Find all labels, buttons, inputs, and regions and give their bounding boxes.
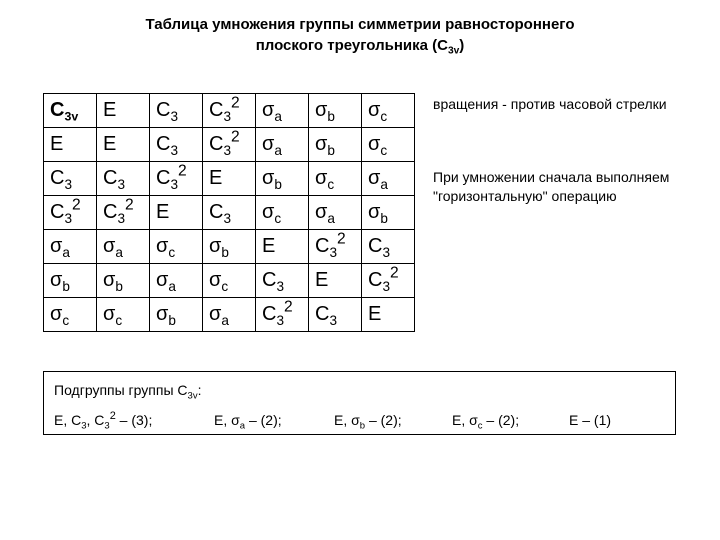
symbol-subscript: a — [62, 244, 70, 260]
subgroup-text: – (3); — [115, 412, 153, 428]
symbol-base: σ — [262, 201, 275, 223]
table-cell — [97, 128, 150, 162]
subgroup-text: E, σ — [334, 412, 360, 428]
subgroup-text: E, σ — [214, 412, 240, 428]
symbol-base: σ — [156, 303, 169, 325]
subgroups-title-suffix: : — [197, 382, 202, 398]
symbol-base: E — [103, 133, 117, 155]
table-cell — [256, 230, 309, 264]
symbol-base: σ — [262, 99, 275, 121]
subgroup-subscript: 3 — [81, 420, 87, 432]
subgroup-superscript: 2 — [109, 410, 116, 422]
subgroup-item — [334, 412, 402, 432]
symbol-base: E — [262, 235, 276, 257]
subgroup-item — [569, 412, 611, 428]
symbol-base: C — [50, 99, 65, 121]
table-cell — [362, 162, 415, 196]
symbol-subscript: 3 — [117, 210, 126, 226]
rotation-note: вращения - против часовой стрелки — [433, 96, 667, 112]
table-cell — [309, 298, 362, 332]
symbol-base: C — [156, 167, 171, 189]
multiplication-table-body — [44, 94, 415, 332]
symbol-base: C — [315, 235, 330, 257]
symbol-subscript: b — [327, 142, 335, 158]
table-cell — [362, 230, 415, 264]
symbol-subscript: b — [274, 176, 282, 192]
table-row — [44, 298, 415, 332]
table-cell — [203, 162, 256, 196]
column-header-cell — [256, 94, 309, 128]
symbol-subscript: 3 — [64, 210, 73, 226]
symbol-subscript: c — [327, 176, 335, 192]
symbol-base: σ — [368, 99, 381, 121]
symbol-base: C — [209, 99, 224, 121]
symbol-base: σ — [368, 167, 381, 189]
symbol-base: E — [103, 99, 117, 121]
symbol-superscript: 2 — [231, 128, 240, 146]
symbol-base: σ — [103, 235, 116, 257]
row-header-cell — [44, 162, 97, 196]
row-header-cell — [44, 264, 97, 298]
row-header-cell — [44, 128, 97, 162]
symbol-subscript: b — [221, 244, 229, 260]
symbol-superscript: 2 — [390, 264, 399, 282]
symbol-subscript: 3 — [64, 176, 73, 192]
subgroup-item — [452, 412, 520, 432]
symbol-subscript: a — [327, 210, 335, 226]
symbol-base: σ — [262, 133, 275, 155]
symbol-subscript: a — [115, 244, 123, 260]
symbol-subscript: 3v — [64, 109, 79, 124]
subgroup-item — [214, 412, 282, 432]
symbol-subscript: a — [274, 142, 282, 158]
subgroups-box — [43, 371, 676, 435]
table-cell — [309, 264, 362, 298]
symbol-subscript: b — [380, 210, 388, 226]
symbol-base: C — [368, 235, 383, 257]
symbol-subscript: 3 — [170, 142, 179, 158]
symbol-base: σ — [156, 235, 169, 257]
column-header-cell — [97, 94, 150, 128]
symbol-base: E — [50, 133, 64, 155]
symbol-subscript: 3 — [170, 108, 179, 124]
symbol-base: C — [50, 167, 65, 189]
symbol-subscript: 3 — [223, 142, 232, 158]
symbol-base: σ — [50, 269, 63, 291]
symbol-base: C — [209, 201, 224, 223]
symbol-subscript: 3 — [382, 278, 391, 294]
table-cell — [256, 298, 309, 332]
symbol-subscript: c — [380, 142, 388, 158]
table-row — [44, 162, 415, 196]
symbol-base: E — [315, 269, 329, 291]
symbol-base: σ — [50, 235, 63, 257]
multiplication-order-note: При умножении сначала выполняем "горизонтальную" операцию — [433, 169, 670, 204]
table-cell — [362, 196, 415, 230]
symbol-base: σ — [262, 167, 275, 189]
table-cell — [203, 128, 256, 162]
symbol-superscript: 2 — [72, 196, 81, 214]
title-line-1: Таблица умножения группы симметрии равностороннего — [145, 16, 575, 33]
symbol-base: σ — [315, 99, 328, 121]
symbol-base: E — [209, 167, 223, 189]
subgroup-subscript: c — [477, 420, 483, 432]
table-cell — [256, 264, 309, 298]
symbol-base: σ — [315, 167, 328, 189]
symbol-base: C — [103, 201, 118, 223]
table-cell — [150, 298, 203, 332]
symbol-base: σ — [368, 201, 381, 223]
symbol-subscript: a — [274, 108, 282, 124]
subgroup-text: E, σ — [452, 412, 478, 428]
row-header-cell — [44, 196, 97, 230]
symbol-base: C — [156, 133, 171, 155]
symbol-base: C — [368, 269, 383, 291]
symbol-base: σ — [156, 269, 169, 291]
table-cell — [97, 298, 150, 332]
table-cell — [309, 196, 362, 230]
symbol-subscript: c — [274, 210, 282, 226]
table-cell — [97, 162, 150, 196]
symbol-superscript: 2 — [337, 230, 346, 248]
symbol-subscript: 3 — [382, 244, 391, 260]
symbol-base: C — [50, 201, 65, 223]
table-cell — [150, 230, 203, 264]
table-cell — [362, 264, 415, 298]
table-cell — [362, 128, 415, 162]
table-cell — [150, 162, 203, 196]
title-line-2 — [60, 35, 660, 56]
symbol-subscript: c — [221, 278, 229, 294]
symbol-base: σ — [103, 269, 116, 291]
table-cell — [203, 230, 256, 264]
subgroup-text: – (2); — [365, 412, 402, 428]
symbol-subscript: b — [327, 108, 335, 124]
page-title — [60, 14, 660, 56]
table-cell — [97, 264, 150, 298]
subgroup-text: , C — [86, 412, 105, 428]
symbol-base: C — [262, 269, 277, 291]
table-cell — [150, 196, 203, 230]
symbol-base: C — [156, 99, 171, 121]
symbol-superscript: 2 — [125, 196, 134, 214]
symbol-subscript: c — [168, 244, 176, 260]
symbol-base: C — [209, 133, 224, 155]
title-line-2-prefix: плоского треугольника (C — [255, 37, 448, 54]
table-row — [44, 196, 415, 230]
multiplication-table — [43, 93, 415, 332]
table-cell — [150, 128, 203, 162]
column-header-cell — [362, 94, 415, 128]
title-line-2-suffix: ) — [459, 37, 465, 54]
row-header-cell — [44, 298, 97, 332]
symbol-superscript: 2 — [178, 162, 187, 180]
symbol-subscript: c — [380, 108, 388, 124]
symbol-subscript: a — [380, 176, 388, 192]
symbol-subscript: c — [115, 312, 123, 328]
table-header-row — [44, 94, 415, 128]
subgroup-text: – (2); — [245, 412, 282, 428]
table-row — [44, 264, 415, 298]
subgroup-text: – (2); — [482, 412, 520, 428]
table-cell — [362, 298, 415, 332]
symbol-subscript: b — [115, 278, 123, 294]
table-cell — [150, 264, 203, 298]
symbol-base: C — [262, 303, 277, 325]
symbol-base: E — [156, 201, 170, 223]
symbol-base: σ — [209, 235, 222, 257]
subgroups-title-subscript: 3v — [187, 390, 198, 402]
table-row — [44, 128, 415, 162]
symbol-subscript: a — [221, 312, 229, 328]
symbol-subscript: 3 — [329, 244, 338, 260]
symbol-subscript: 3 — [276, 312, 285, 328]
table-row — [44, 230, 415, 264]
table-cell — [256, 196, 309, 230]
table-cell — [203, 264, 256, 298]
symbol-base: σ — [368, 133, 381, 155]
column-header-cell — [150, 94, 203, 128]
column-header-cell — [309, 94, 362, 128]
symbol-base: σ — [209, 303, 222, 325]
symbol-subscript: c — [62, 312, 70, 328]
subgroup-subscript: b — [359, 420, 366, 432]
subgroup-subscript: a — [239, 420, 246, 432]
symbol-subscript: 3 — [170, 176, 179, 192]
symbol-subscript: b — [62, 278, 70, 294]
symbol-subscript: 3 — [329, 312, 338, 328]
symbol-base: σ — [50, 303, 63, 325]
subgroup-text: E – (1) — [569, 412, 612, 428]
symbol-base: σ — [315, 133, 328, 155]
symbol-subscript: 3 — [223, 108, 232, 124]
symbol-base: σ — [315, 201, 328, 223]
subgroups-title — [54, 382, 202, 402]
subgroup-text: E, C — [54, 412, 82, 428]
table-cell — [97, 196, 150, 230]
symbol-subscript: 3 — [223, 210, 232, 226]
symbol-base: σ — [103, 303, 116, 325]
symbol-base: C — [315, 303, 330, 325]
symbol-superscript: 2 — [284, 298, 293, 316]
title-line-2-subscript: 3v — [447, 45, 460, 57]
table-cell — [256, 162, 309, 196]
table-cell — [203, 196, 256, 230]
symbol-base: C — [103, 167, 118, 189]
table-cell — [97, 230, 150, 264]
symbol-subscript: 3 — [117, 176, 126, 192]
subgroups-title-prefix: Подгруппы группы C — [54, 382, 188, 398]
symbol-base: σ — [209, 269, 222, 291]
symbol-subscript: b — [168, 312, 176, 328]
column-header-cell — [203, 94, 256, 128]
table-cell — [203, 298, 256, 332]
symbol-subscript: 3 — [276, 278, 285, 294]
symbol-subscript: a — [168, 278, 176, 294]
row-header-cell — [44, 230, 97, 264]
symbol-superscript: 2 — [231, 94, 240, 112]
table-cell — [309, 162, 362, 196]
symbol-base: E — [368, 303, 382, 325]
table-corner-cell — [44, 94, 97, 128]
subgroup-subscript: 3 — [104, 420, 110, 432]
subgroup-item — [54, 410, 153, 432]
table-cell — [309, 230, 362, 264]
table-cell — [256, 128, 309, 162]
table-cell — [309, 128, 362, 162]
